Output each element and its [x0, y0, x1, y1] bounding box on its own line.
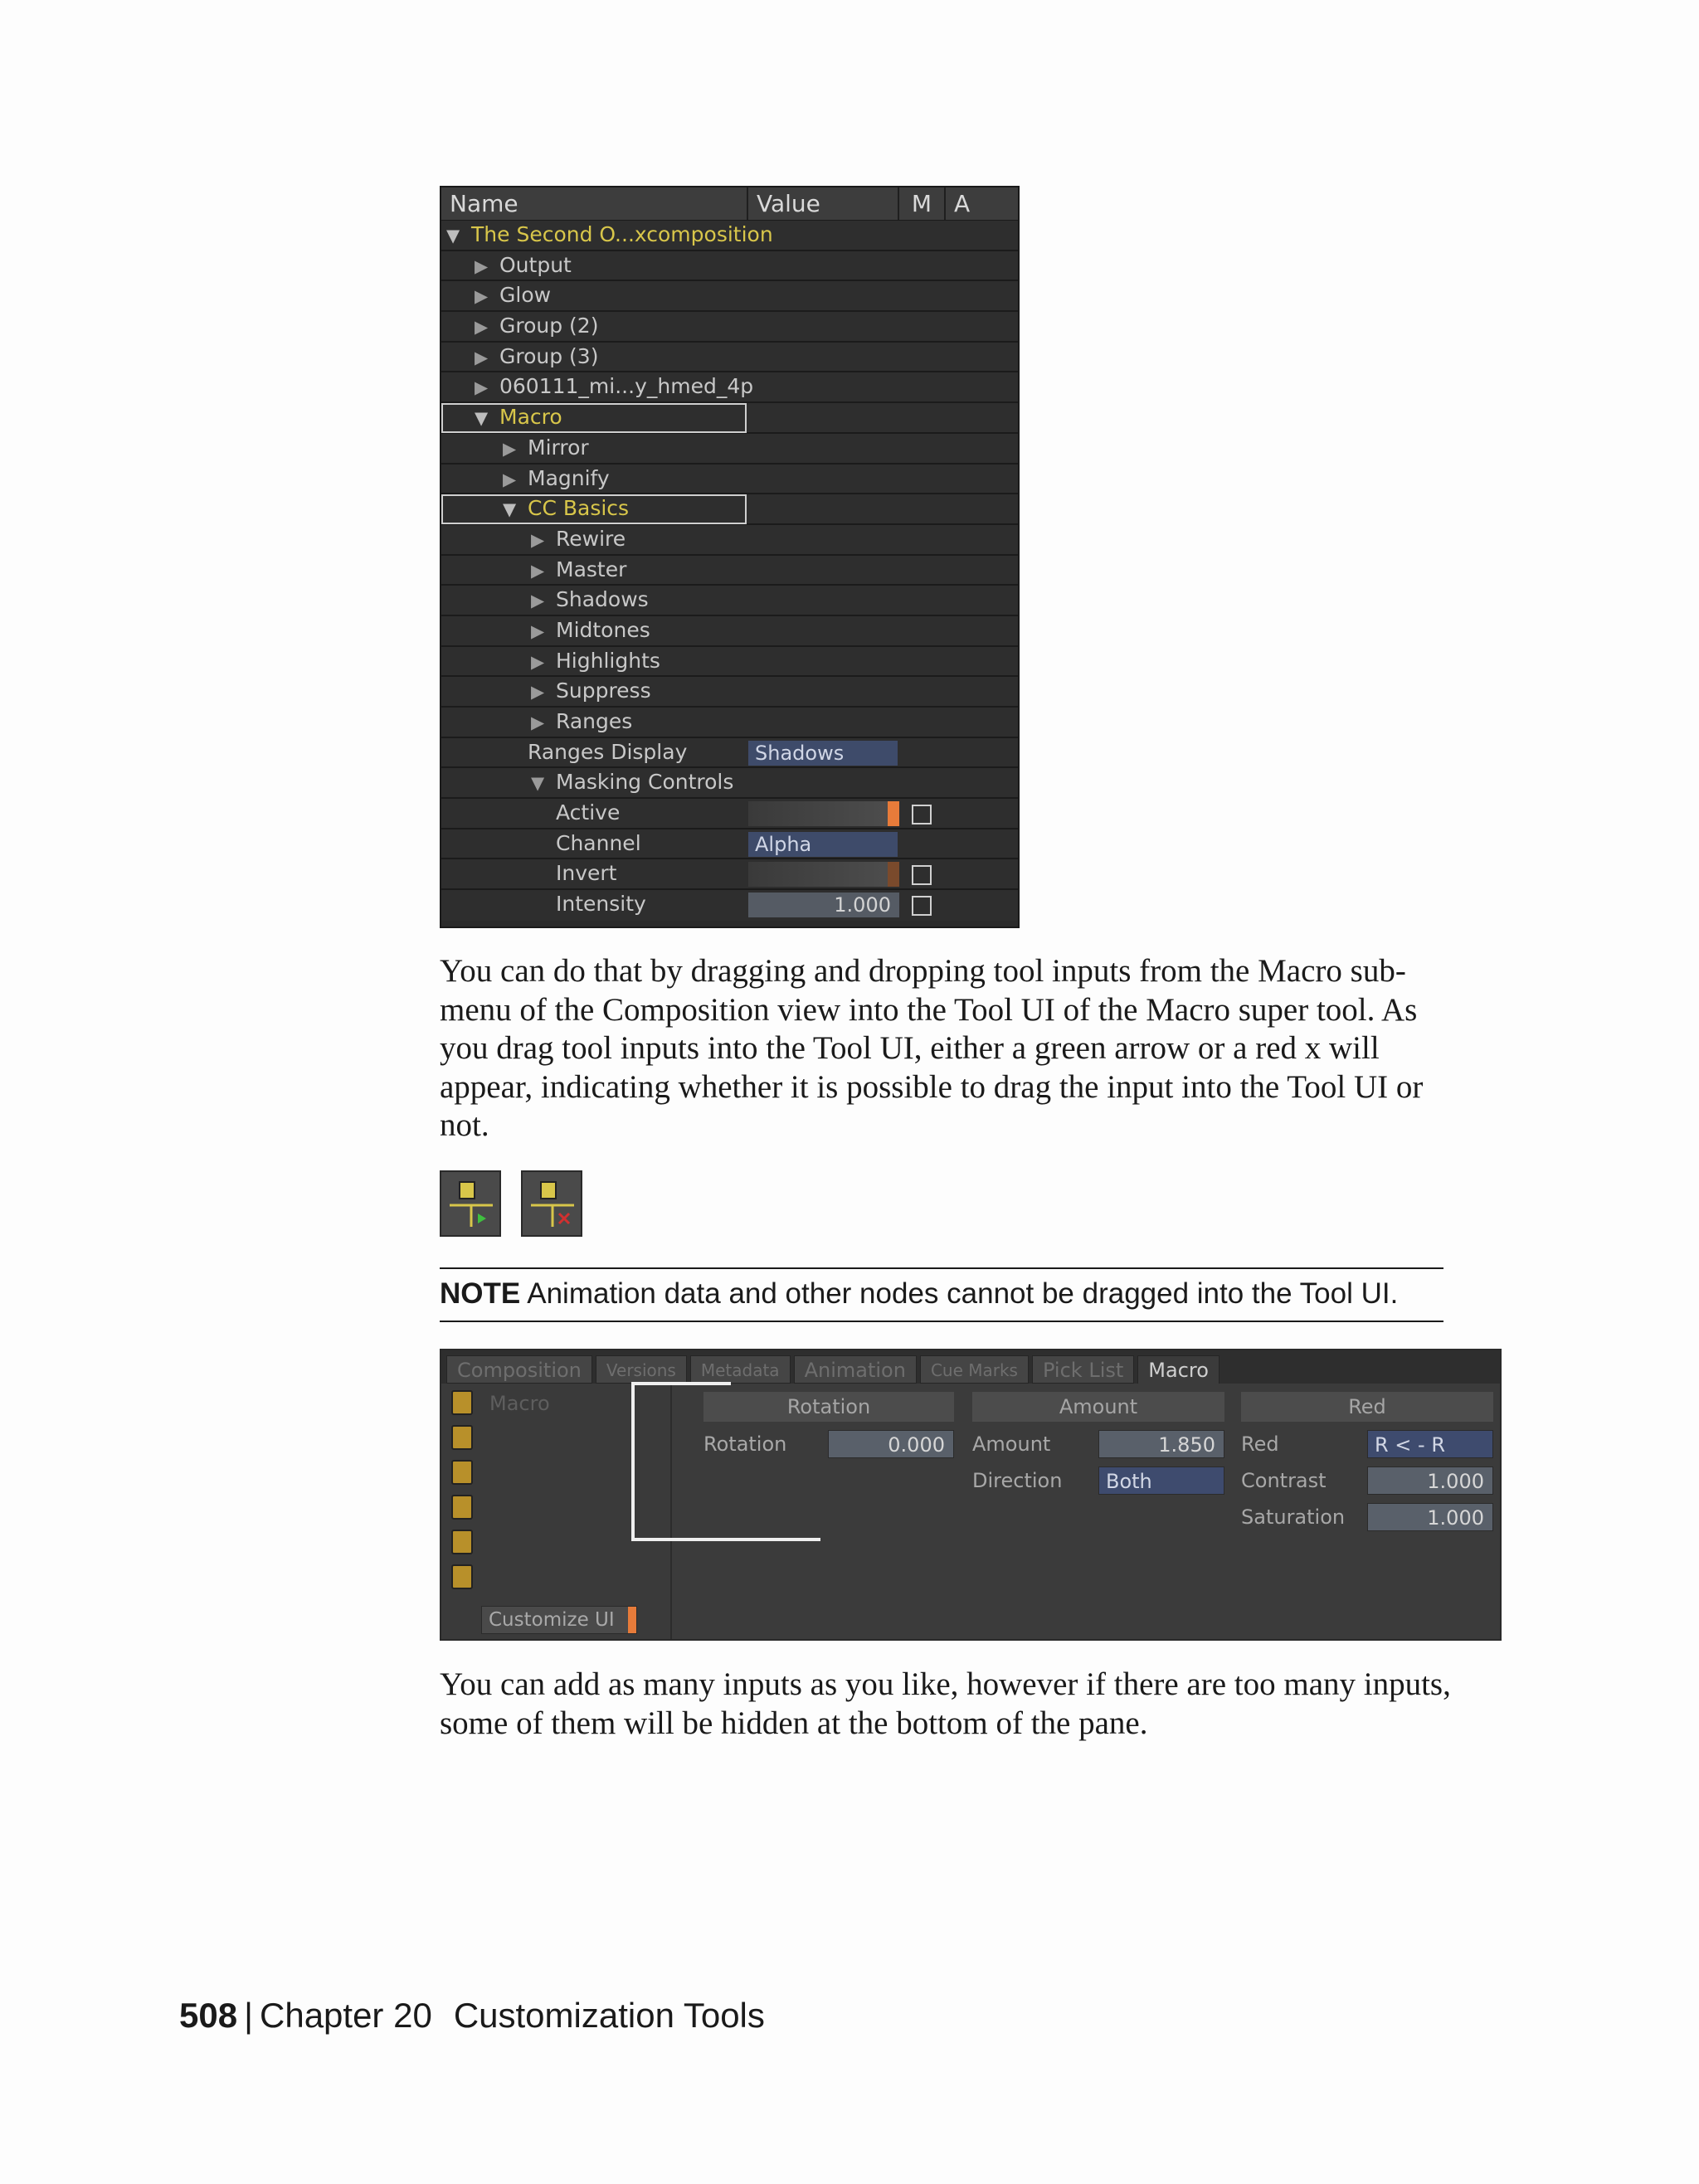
- expand-right-icon[interactable]: ▶: [475, 255, 489, 276]
- param-label-red: Red: [1241, 1432, 1279, 1456]
- tree-row-label: Midtones: [556, 617, 650, 642]
- expand-right-icon[interactable]: ▶: [531, 682, 545, 703]
- tree-row-group-2[interactable]: [441, 312, 1018, 343]
- slider-knob[interactable]: [888, 801, 899, 826]
- tree-row-masking-controls[interactable]: [441, 768, 1018, 799]
- tab-metadata[interactable]: Metadata: [690, 1355, 791, 1384]
- expand-down-icon[interactable]: ▼: [446, 226, 460, 246]
- tree-row-label: Mirror: [528, 435, 589, 460]
- customize-ui-label: Customize UI: [489, 1609, 615, 1631]
- param-label-saturation: Saturation: [1241, 1505, 1346, 1529]
- column-header-a[interactable]: A: [954, 190, 971, 217]
- footer-separator: |: [244, 1996, 253, 2035]
- tree-row-composition[interactable]: [441, 221, 1018, 251]
- invert-animate-checkbox[interactable]: [912, 865, 932, 885]
- tree-row-cc-basics[interactable]: [441, 494, 1018, 525]
- tab-macro[interactable]: Macro: [1137, 1355, 1219, 1384]
- expand-right-icon[interactable]: ▶: [475, 317, 489, 338]
- tab-versions[interactable]: Versions: [596, 1355, 687, 1384]
- composition-tree-panel: [440, 186, 1020, 928]
- drag-indicator-vertical: [631, 1382, 635, 1541]
- tab-cue-marks[interactable]: Cue Marks: [920, 1355, 1029, 1384]
- drag-indicator-top: [631, 1382, 731, 1385]
- column-header-m[interactable]: M: [899, 187, 946, 220]
- red-select[interactable]: R < - R: [1367, 1430, 1493, 1458]
- tree-row-label: Highlights: [556, 648, 660, 673]
- tree-row-label: Group (2): [499, 314, 599, 338]
- macro-tool-button-5[interactable]: [451, 1530, 473, 1554]
- amount-input[interactable]: 1.850: [1098, 1430, 1224, 1458]
- tree-row-magnify[interactable]: [441, 465, 1018, 495]
- tree-row-label: Invert: [556, 861, 617, 886]
- expand-right-icon[interactable]: ▶: [475, 377, 489, 398]
- tree-header: [441, 187, 1018, 221]
- expand-right-icon[interactable]: ▶: [531, 591, 545, 611]
- intensity-input[interactable]: 1.000: [748, 893, 899, 917]
- expand-right-icon[interactable]: ▶: [531, 560, 545, 581]
- tree-row-shadows[interactable]: [441, 586, 1018, 616]
- param-label-rotation: Rotation: [703, 1432, 787, 1456]
- tree-row-highlights[interactable]: [441, 647, 1018, 678]
- intensity-animate-checkbox[interactable]: [912, 896, 932, 916]
- expand-right-icon[interactable]: ▶: [475, 286, 489, 307]
- tree-row-label: Shadows: [556, 587, 649, 612]
- note-text: Animation data and other nodes cannot be dragged into the Tool UI.: [527, 1277, 1399, 1310]
- tree-row-label: 060111_mi...y_hmed_4p: [499, 374, 754, 399]
- tree-row-label: Active: [556, 800, 621, 825]
- tree-row-glow[interactable]: [441, 281, 1018, 312]
- macro-tool-button-6[interactable]: [451, 1564, 473, 1589]
- column-header-amount: Amount: [972, 1392, 1224, 1422]
- rotation-input[interactable]: 0.000: [828, 1430, 954, 1458]
- channel-select[interactable]: Alpha: [748, 832, 898, 857]
- active-animate-checkbox[interactable]: [912, 805, 932, 824]
- invert-slider[interactable]: [748, 862, 899, 887]
- tree-row-active: [441, 799, 1018, 829]
- tree-row-output[interactable]: [441, 251, 1018, 282]
- ranges-display-select[interactable]: Shadows: [748, 741, 898, 766]
- slider-knob[interactable]: [888, 862, 899, 887]
- expand-right-icon[interactable]: ▶: [503, 469, 517, 489]
- body-paragraph-1: You can do that by dragging and dropping tool inputs from the Macro sub-menu of the Composition view into the Tool UI of the Macro super tool. As you drag tool inputs into the Tool UI, either a green arrow or a red x will appear, indicating whether it is possible to drag the input into the Tool UI or not.: [440, 953, 1424, 1143]
- macro-tool-button-3[interactable]: [451, 1460, 473, 1485]
- saturation-input[interactable]: 1.000: [1367, 1503, 1493, 1531]
- tree-row-midtones[interactable]: [441, 616, 1018, 647]
- tree-row-clip[interactable]: [441, 372, 1018, 403]
- tree-row-label: Masking Controls: [556, 770, 734, 795]
- drag-indicator-bottom: [631, 1538, 820, 1541]
- column-header-rotation: Rotation: [703, 1392, 954, 1422]
- tree-row-mirror[interactable]: [441, 434, 1018, 465]
- tree-row-ranges-display: [441, 738, 1018, 769]
- tree-row-label: Master: [556, 557, 627, 581]
- direction-select[interactable]: Both: [1098, 1467, 1224, 1495]
- tab-pick-list[interactable]: Pick List: [1032, 1355, 1134, 1384]
- tree-row-label: Macro: [499, 405, 562, 430]
- drag-denied-icon: [521, 1170, 582, 1237]
- macro-side-label: Macro: [489, 1392, 550, 1415]
- expand-down-icon[interactable]: ▼: [475, 408, 489, 429]
- tree-row-macro[interactable]: [441, 403, 1018, 434]
- param-label-contrast: Contrast: [1241, 1469, 1327, 1492]
- expand-right-icon[interactable]: ▶: [531, 529, 545, 550]
- expand-down-icon[interactable]: ▼: [503, 499, 517, 520]
- param-label-direction: Direction: [972, 1469, 1063, 1492]
- tab-composition[interactable]: Composition: [446, 1355, 592, 1384]
- tree-row-label: Output: [499, 252, 572, 277]
- column-header-red: Red: [1241, 1392, 1493, 1422]
- tree-row-label: Channel: [556, 830, 641, 855]
- note-rule-top: [440, 1267, 1443, 1269]
- tree-row-label: CC Basics: [528, 496, 630, 521]
- param-label-amount: Amount: [972, 1432, 1051, 1456]
- macro-tool-button-4[interactable]: [451, 1495, 473, 1520]
- tree-row-label: Magnify: [528, 465, 610, 490]
- tree-row-intensity: [441, 890, 1018, 921]
- tree-row-channel: [441, 829, 1018, 860]
- footer-chapter-title: Customization Tools: [453, 1996, 765, 2035]
- note-rule-bottom: [440, 1321, 1443, 1322]
- tree-row-label: Ranges: [556, 709, 633, 733]
- expand-right-icon[interactable]: ▶: [531, 713, 545, 732]
- customize-ui-button[interactable]: [481, 1606, 637, 1634]
- footer-chapter: Chapter 20: [260, 1996, 432, 2035]
- tree-row-rewire[interactable]: [441, 525, 1018, 556]
- tree-row-label: Glow: [499, 283, 552, 308]
- tree-row-label: Suppress: [556, 679, 651, 703]
- macro-tool-ui-panel: [440, 1349, 1502, 1641]
- tree-row-label: Ranges Display: [528, 739, 688, 764]
- tree-row-label: Intensity: [556, 892, 646, 917]
- body-paragraph-2: You can add as many inputs as you like, however if there are too many inputs, some of them will be hidden at the bottom of the pane.: [440, 1666, 1451, 1741]
- expand-right-icon[interactable]: ▶: [531, 651, 545, 672]
- note: [440, 1274, 1443, 1314]
- tree-row-label: Rewire: [556, 526, 626, 551]
- customize-ui-toggle: [628, 1607, 636, 1633]
- page-number: 508: [179, 1996, 238, 2035]
- tree-row-ranges[interactable]: [441, 708, 1018, 738]
- expand-right-icon[interactable]: ▶: [531, 620, 545, 641]
- drag-allowed-icon: [440, 1170, 501, 1237]
- note-label: NOTE: [440, 1277, 521, 1310]
- tab-animation[interactable]: Animation: [794, 1355, 917, 1384]
- expand-down-icon[interactable]: ▼: [531, 773, 545, 794]
- expand-right-icon[interactable]: ▶: [503, 438, 517, 459]
- column-header-value[interactable]: Value: [748, 187, 899, 220]
- tree-row-suppress[interactable]: [441, 677, 1018, 708]
- contrast-input[interactable]: 1.000: [1367, 1467, 1493, 1495]
- tree-row-group-3[interactable]: [441, 343, 1018, 373]
- macro-tool-button-1[interactable]: [451, 1390, 473, 1415]
- tab-bar: [441, 1350, 1500, 1384]
- column-header-name[interactable]: Name: [441, 187, 748, 220]
- macro-side-panel: [441, 1384, 672, 1641]
- tree-row-master[interactable]: [441, 556, 1018, 586]
- macro-tool-button-2[interactable]: [451, 1425, 473, 1450]
- expand-right-icon[interactable]: ▶: [475, 347, 489, 367]
- tree-row-label: Group (3): [499, 343, 599, 368]
- page-footer: [179, 1992, 765, 2039]
- tree-row-label: The Second O...xcomposition: [471, 222, 773, 246]
- tree-row-invert: [441, 859, 1018, 890]
- active-slider[interactable]: [748, 801, 899, 826]
